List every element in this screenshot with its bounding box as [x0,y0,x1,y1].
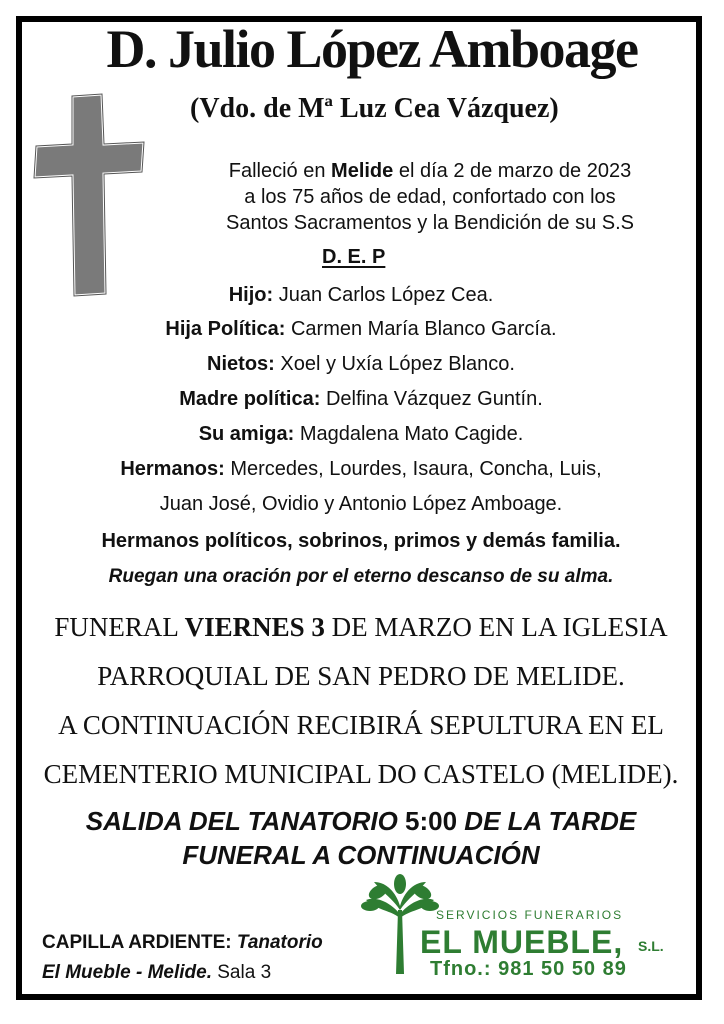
death-line-1: Falleció en Melide el día 2 de marzo de 2023 [228,160,632,182]
family-line: Madre política: Delfina Vázquez Guntín. [179,388,543,410]
family-line: Hermanos: Mercedes, Lourdes, Isaura, Concha, Luis, [120,458,602,480]
family-line: Hija Política: Carmen María Blanco García. [165,318,557,340]
funeral-line-4: CEMENTERIO MUNICIPAL DO CASTELO (MELIDE). [43,759,679,789]
death-line-3: Santos Sacramentos y la Bendición de su S.S [225,212,634,234]
logo-suffix: S.L. [638,938,664,954]
prayer-line: Ruegan una oración por el eterno descanso de su alma. [108,566,614,587]
funeral-line-3: A CONTINUACIÓN RECIBIRÁ SEPULTURA EN EL [58,710,664,740]
family-line: Hijo: Juan Carlos López Cea. [228,284,494,306]
logo-subtitle: SERVICIOS FUNERARIOS [436,908,624,922]
family-line: Nietos: Xoel y Uxía López Blanco. [207,353,515,375]
deceased-name: D. Julio López Amboage [106,19,638,79]
dep-label: D. E. P [322,246,386,268]
departure-line-2: FUNERAL A CONTINUACIÓN [182,840,540,870]
cross-icon [28,88,152,302]
funeral-line-2: PARROQUIAL DE SAN PEDRO DE MELIDE. [97,661,625,691]
death-line-2: a los 75 años de edad, confortado con los [244,186,616,208]
logo-name: EL MUEBLE, [420,924,624,960]
family-line: Su amiga: Magdalena Mato Cagide. [198,423,524,445]
chapel-line-2: El Mueble - Melide. Sala 3 [42,962,272,983]
funeral-line-1: FUNERAL VIERNES 3 DE MARZO EN LA IGLESIA [54,612,668,642]
family-rest: Hermanos políticos, sobrinos, primos y demás familia. [101,530,621,552]
departure-line-1: SALIDA DEL TANATORIO 5:00 DE LA TARDE [85,806,637,836]
chapel-line-1: CAPILLA ARDIENTE: Tanatorio [42,932,323,953]
widower-of: (Vdo. de Mª Luz Cea Vázquez) [190,93,559,124]
logo-phone: Tfno.: 981 50 50 89 [430,958,627,980]
family-line-continued: Juan José, Ovidio y Antonio López Amboage. [159,493,563,515]
